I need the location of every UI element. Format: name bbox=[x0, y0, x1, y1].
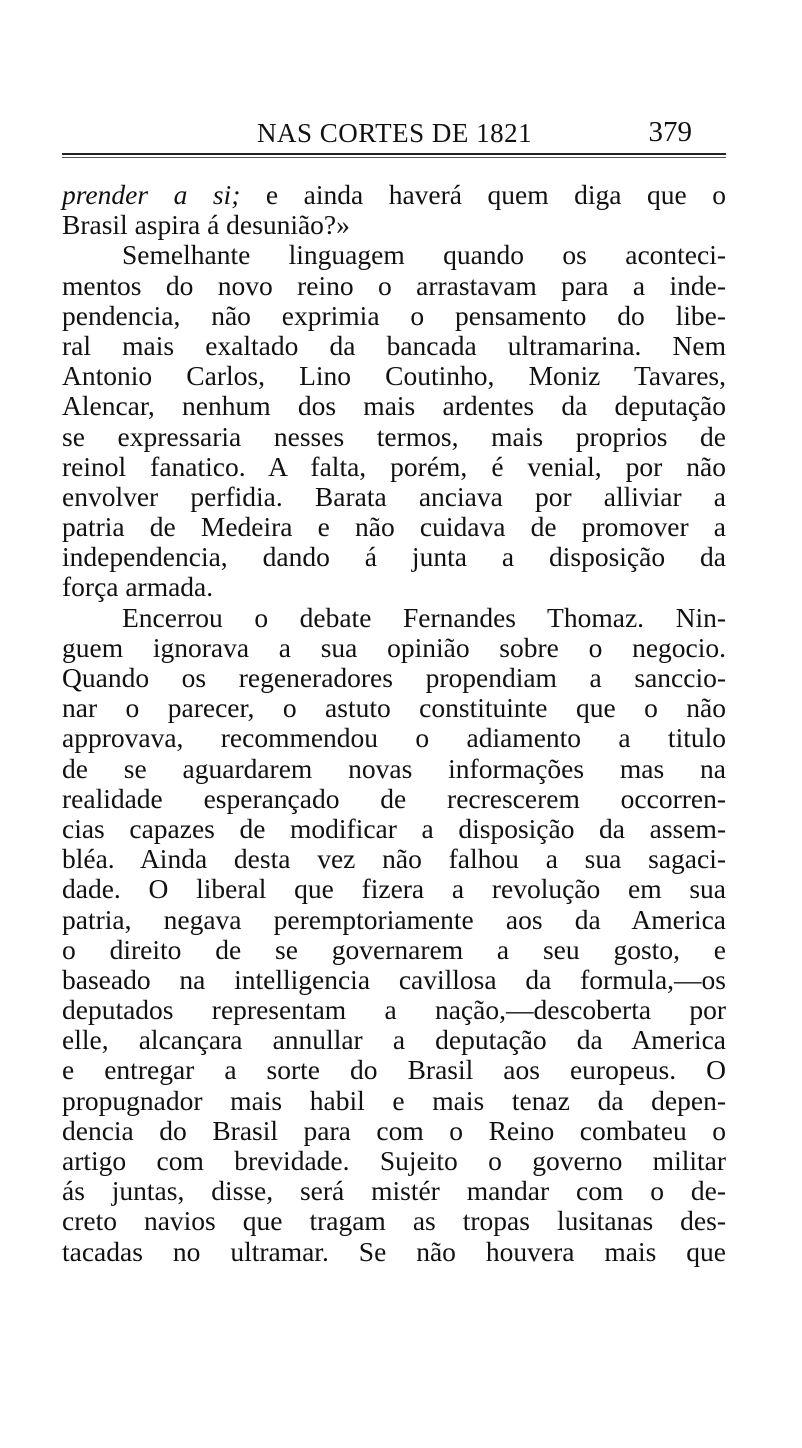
line-text: Alencar, nenhum dos mais ardentes da deputação bbox=[62, 390, 726, 422]
line-text: envolver perfidia. Barata anciava por alliviar a bbox=[62, 480, 726, 512]
text-line bbox=[62, 1206, 726, 1236]
line-text: bléa. Ainda desta vez não falhou a sua sagaci- bbox=[62, 843, 726, 875]
header-rule-secondary bbox=[62, 157, 726, 158]
text-line bbox=[62, 1176, 726, 1206]
text-line bbox=[62, 935, 726, 965]
line-text: dade. O liberal que fizera a revolução em sua bbox=[62, 873, 726, 905]
line-text: independencia, dando á junta a disposição da bbox=[62, 541, 726, 573]
text-line bbox=[62, 331, 726, 361]
line-text: e entregar a sorte do Brasil aos europeus. O bbox=[62, 1054, 726, 1086]
text-line bbox=[62, 965, 726, 995]
text-line bbox=[62, 1055, 726, 1085]
text-line bbox=[62, 723, 726, 753]
line-text: dencia do Brasil para com o Reino combateu o bbox=[62, 1114, 726, 1146]
running-title: NAS CORTES DE 1821 bbox=[257, 118, 533, 148]
line-text: se expressaria nesses termos, mais proprios de bbox=[62, 420, 726, 452]
line-text: Encerrou o debate Fernandes Thomaz. Nin- bbox=[122, 601, 726, 633]
line-text: tacadas no ultramar. Se não houvera mais que bbox=[62, 1235, 726, 1267]
text-line bbox=[62, 301, 726, 331]
line-text: o direito de se governarem a seu gosto, e bbox=[62, 933, 726, 965]
text-line bbox=[62, 603, 726, 633]
line-text: reinol fanatico. A falta, porém, é venial, por não bbox=[62, 450, 726, 482]
italic-phrase: prender a si; bbox=[62, 179, 241, 210]
line-text: mentos do novo reino o arrastavam para a inde- bbox=[62, 269, 726, 301]
text-line bbox=[62, 693, 726, 723]
line-text: baseado na intelligencia cavillosa da formula,—os bbox=[62, 963, 726, 995]
line-text: guem ignorava a sua opinião sobre o negocio. bbox=[62, 631, 726, 663]
text-line bbox=[62, 361, 726, 391]
line-text: Antonio Carlos, Lino Coutinho, Moniz Tavares, bbox=[62, 360, 726, 392]
line-text: cias capazes de modificar a disposição da assem- bbox=[62, 812, 726, 844]
line-text: creto navios que tragam as tropas lusitanas des- bbox=[62, 1205, 726, 1237]
text-line bbox=[62, 422, 726, 452]
text-line bbox=[62, 512, 726, 542]
text-line bbox=[62, 1237, 726, 1267]
text-line bbox=[62, 784, 726, 814]
line-text: approvava, recommendou o adiamento a titulo bbox=[62, 722, 726, 754]
text-line bbox=[62, 754, 726, 784]
text-line bbox=[62, 1116, 726, 1146]
text-line bbox=[62, 814, 726, 844]
text-line bbox=[62, 633, 726, 663]
line-text: Brasil aspira á desunião?» bbox=[62, 209, 350, 241]
text-line bbox=[62, 905, 726, 935]
line-text: ral mais exaltado da bancada ultramarina. Nem bbox=[62, 329, 726, 361]
line-text: realidade esperançado de recrescerem occorren- bbox=[62, 782, 726, 814]
text-line bbox=[62, 482, 726, 512]
line-text: deputados representam a nação,—descoberta por bbox=[62, 994, 726, 1026]
text-line bbox=[62, 1086, 726, 1116]
body-text bbox=[62, 180, 726, 1267]
line-text: artigo com brevidade. Sujeito o governo militar bbox=[62, 1145, 726, 1176]
text-line bbox=[62, 663, 726, 693]
text-line bbox=[62, 542, 726, 572]
line-text: elle, alcançara annullar a deputação da America bbox=[62, 1024, 726, 1056]
line-text: patria, negava peremptoriamente aos da America bbox=[62, 903, 726, 935]
line-text: e ainda haverá quem diga que o bbox=[240, 179, 726, 210]
text-line bbox=[62, 844, 726, 874]
line-text: ás juntas, disse, será mistér mandar com o de- bbox=[62, 1175, 726, 1207]
text-line bbox=[62, 1025, 726, 1055]
text-line bbox=[62, 271, 726, 301]
text-line bbox=[62, 391, 726, 421]
text-line bbox=[62, 210, 726, 240]
line-text: Semelhante linguagem quando os aconteci- bbox=[122, 239, 726, 271]
line-text: nar o parecer, o astuto constituinte que o não bbox=[62, 692, 726, 724]
text-line bbox=[62, 572, 726, 602]
line-text: propugnador mais habil e mais tenaz da depen- bbox=[62, 1084, 726, 1116]
text-line bbox=[62, 874, 726, 904]
line-text: pendencia, não exprimia o pensamento do libe- bbox=[62, 299, 726, 331]
page-number: 379 bbox=[648, 116, 692, 148]
header-rule bbox=[62, 153, 726, 155]
line-text: patria de Medeira e não cuidava de promover a bbox=[62, 511, 726, 543]
text-line bbox=[62, 452, 726, 482]
line-text: Quando os regeneradores propendiam a sanccio- bbox=[62, 662, 726, 693]
line-text: força armada. bbox=[62, 571, 214, 603]
text-line bbox=[62, 1146, 726, 1176]
page-header bbox=[62, 112, 724, 152]
text-line bbox=[62, 240, 726, 270]
text-line bbox=[62, 995, 726, 1025]
line-text: de se aguardarem novas informações mas na bbox=[62, 752, 726, 784]
text-line bbox=[62, 180, 726, 210]
